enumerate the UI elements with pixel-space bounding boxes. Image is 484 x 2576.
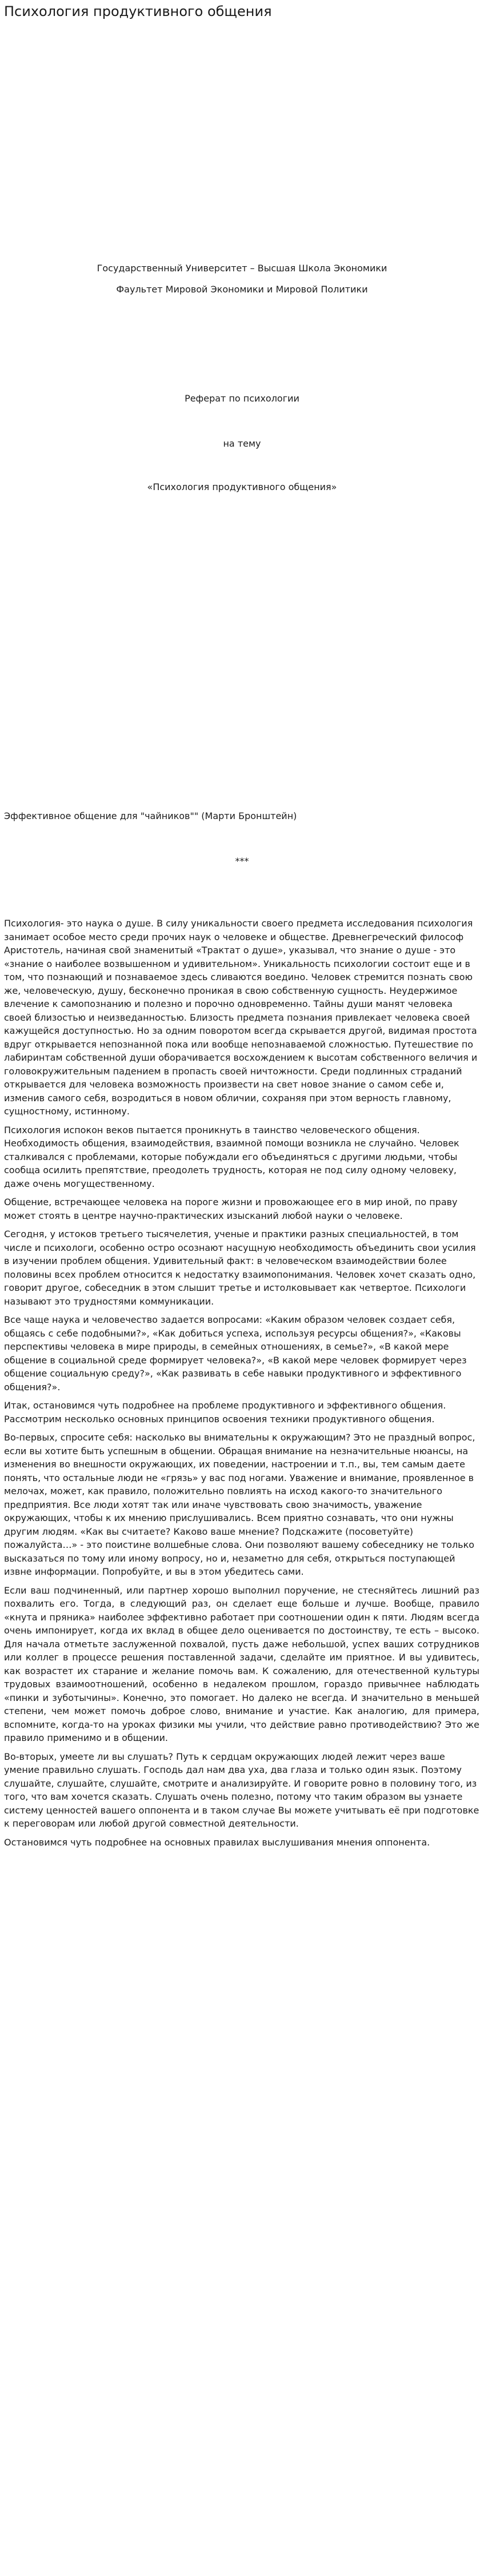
paragraph: Все чаще наука и человечество задается вопросами: «Каким образом человек создает себя, общаясь с себе подобными?», «Как добиться успеха, используя ресурсы общения?», «Каковы перспективы человека в мире природы, в семейных отношениях, в семье?», «В какой мере общение в социальной среде формирует человека?», «В какой мере человек формирует через общение социальную среду?», «Как развивать в себе навыки продуктивного и эффективного общения?». <box>4 1314 467 1393</box>
epigraph: Эффективное общение для "чайников"" (Марти Бронштейн) <box>4 810 297 821</box>
paragraph: Психология- это наука о душе. В силу уникальности своего предмета исследования психология занимает особое место среди прочих наук о человеке и обществе. Древнегреческий философ Аристотель, начиная свой знаменитый «Трактат о душе», указывал, что знание о душе - это «знание о наиболее возвышенном и удивительном». Уникальность психологии состоит еще и в том, что познающий и познаваемое здесь сливаются воедино. Человек стремится познать свою же, человеческую, душу, бесконечно проникая в свою собственную сущность. Неудержимое влечение к самопознанию и полезно и порочно одновременно. Тайны души манят человека своей близостью и неизведанностью. Близость предмета познания привлекает человека своей кажущейся доступностью. Но за одним поворотом всегда скрывается другой, видимая простота вдруг открывается непознанной пока или вообще непознаваемой сложностью. Путешествие по лабиринтам собственной души оборачивается восхождением к высотам собственного величия и головокружительным падением в пропасть своей ничтожности. Среди подлинных страданий открывается для человека возможность произвести на свет новое знание о самом себе и, изменив самого себя, возродиться в новом обличии, сохраняя при этом верность главному, сущностному, истинному. <box>4 918 478 1117</box>
essay-body <box>4 917 479 1854</box>
faculty-name: Фаультет Мировой Экономики и Мировой Политики <box>116 284 368 295</box>
paragraph: Во-вторых, умеете ли вы слушать? Путь к сердцам окружающих людей лежит через ваше умение правильно слушать. Господь дал нам два уха, два глаза и только один язык. Поэтому слушайте, слушайте, слушайте, смотрите и анализируйте. И говорите ровно в половину того, из того, что вам хочется сказать. Слушать очень полезно, потому что таким образом вы узнаете систему ценностей вашего оппонента и в таком случае Вы можете учитывать её при подготовке к переговорам или любой другой совместной деятельности. <box>4 1751 479 1829</box>
essay-label: Реферат по психологии <box>185 393 299 404</box>
paragraph: Психология испокон веков пытается проникнуть в таинство человеческого общения. Необходимость общения, взаимодействия, взаимной помощи возникла не случайно. Человек сталкивался с проблемами, которые побуждали его объединяться с другими людьми, чтобы сообща осилить препятствие, преодолеть трудность, которая не под силу одному человеку, даже очень могущественному. <box>4 1124 459 1189</box>
essay-topic: «Психология продуктивного общения» <box>147 482 337 492</box>
paragraph: Во-первых, спросите себя: насколько вы внимательны к окружающим? Это не праздный вопрос, если вы хотите быть успешным в общении. Обращая внимание на незначительные нюансы, на изменения во внешности окружающих, их поведении, настроении и т.п., вы, тем самым даете понять, что остальные люди не «грязь» у вас под ногами. Уважение и внимание, проявленное в мелочах, может, как правило, положительно повлиять на исход какого-то значительного предприятия. Все люди хотят так или иначе чувствовать свою значимость, уважение окружающих, чтобы к их мнению прислушивались. Всем приятно сознавать, что они нужны другим людям. «Как вы считаете? Каково ваше мнение? Подскажите (посоветуйте) пожалуйста…» - это поистине волшебные слова. Они позволяют вашему собеседнику не только высказаться по тому или иному вопросу, но и, незаметно для себя, открыться поступающей извне информации. Попробуйте, и вы в этом убедитесь сами. <box>4 1432 475 1577</box>
paragraph: Общение, встречающее человека на пороге жизни и провожающее его в мир иной, по праву может стоять в центре научно-практических изысканий любой науки о человеке. <box>4 1197 458 1221</box>
section-separator: *** <box>235 856 249 866</box>
paragraph: Сегодня, у истоков третьего тысячелетия, ученые и практики разных специальностей, в том числе и психологи, особенно остро осознают насущную необходимость объединить свои усилия в изучении проблем общения. Удивительный факт: в человеческом взаимодействии более половины всех проблем относится к недостатку взаимопонимания. Человек хочет сказать одно, говорит другое, собеседник в этом слышит третье и истолковывает как четвертое. Психологи называют это трудностями коммуникации. <box>4 1229 476 1307</box>
paragraph: Если ваш подчиненный, или партнер хорошо выполнил поручение, не стесняйтесь лишний раз похвалить его. Тогда, в следующий раз, он сделает еще больше и лучше. Вообще, правило «кнута и пряника» наиболее эффективно работает при соотношении один к пяти. Людям всегда очень импонирует, когда их вклад в общее дело оценивается по достоинству, те есть – высоко. Для начала отметьте заслуженной похвалой, пусть даже небольшой, успех ваших сотрудников или коллег в процессе решения поставленной задачи, сделайте им приятное. И вы удивитесь, как возрастет их старание и желание помочь вам. К сожалению, для отечественной культуры трудовых взаимоотношений, особенно в недалеком прошлом, гораздо привычнее наблюдать «пинки и зуботычины». Конечно, это помогает. Но далеко не всегда. И значительно в меньшей степени, чем может помочь доброе слово, внимание и участие. Как аналогию, для примера, вспомните, когда-то на уроках физики мы учили, что действие равно противодействию? Это же правило применимо и в общении. <box>4 1584 479 1743</box>
on-topic-label: на тему <box>223 438 261 449</box>
page-title: Психология продуктивного общения <box>4 3 272 19</box>
paragraph: Итак, остановимся чуть подробнее на проблеме продуктивного и эффективного общения. Рассмотрим несколько основных принципов освоения техники продуктивного общения. <box>4 1400 446 1425</box>
university-name: Государственный Университет – Высшая Школа Экономики <box>97 263 387 274</box>
paragraph: Остановимся чуть подробнее на основных правилах выслушивания мнения оппонента. <box>4 1836 430 1848</box>
